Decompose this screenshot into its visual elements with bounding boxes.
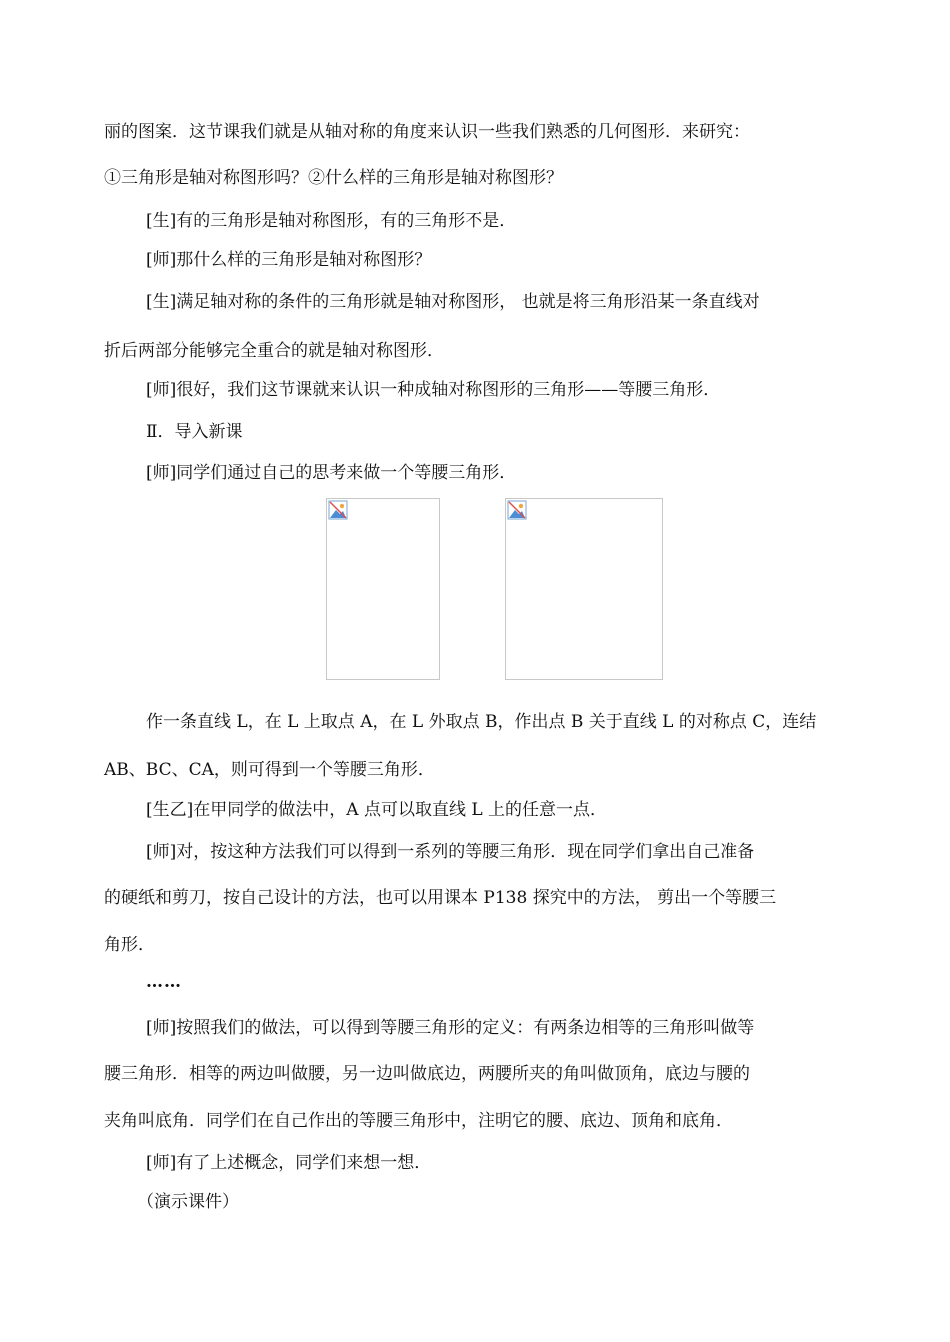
paragraph-line: AB、BC、CA，则可得到一个等腰三角形．	[104, 760, 435, 780]
paragraph-line: 腰三角形．相等的两边叫做腰，另一边叫做底边，两腰所夹的角叫做顶角，底边与腰的	[104, 1064, 750, 1084]
paragraph-line: [师]很好，我们这节课就来认识一种成轴对称图形的三角形——等腰三角形．	[146, 380, 721, 400]
section-heading: Ⅱ．导入新课	[146, 422, 243, 442]
paragraph-line: [生]满足轴对称的条件的三角形就是轴对称图形， 也就是将三角形沿某一条直线对	[146, 292, 760, 312]
image-placeholder	[505, 498, 663, 680]
ellipsis: ……	[146, 972, 182, 992]
paragraph-line: 角形．	[104, 935, 155, 955]
paragraph-line: 的硬纸和剪刀，按自己设计的方法，也可以用课本 P138 探究中的方法， 剪出一个等腰三	[104, 888, 777, 908]
paragraph-line: 作一条直线 L，在 L 上取点 A，在 L 外取点 B，作出点 B 关于直线 L 的对称点 C，连结	[146, 712, 817, 732]
broken-image-icon	[328, 500, 348, 520]
paragraph-line: [师]对，按这种方法我们可以得到一系列的等腰三角形．现在同学们拿出自己准备	[146, 842, 755, 862]
paragraph-line: [生乙]在甲同学的做法中，A 点可以取直线 L 上的任意一点．	[146, 800, 608, 820]
paragraph-line: 丽的图案．这节课我们就是从轴对称的角度来认识一些我们熟悉的几何图形．来研究：	[104, 122, 750, 142]
paragraph-line: [师]那什么样的三角形是轴对称图形？	[146, 250, 432, 270]
paragraph-line: ①三角形是轴对称图形吗？②什么样的三角形是轴对称图形？	[104, 168, 563, 188]
paragraph-line: [师]有了上述概念，同学们来想一想．	[146, 1153, 432, 1173]
paragraph-line: [师]按照我们的做法，可以得到等腰三角形的定义：有两条边相等的三角形叫做等	[146, 1018, 755, 1038]
image-placeholder	[326, 498, 440, 680]
paragraph-line: [生]有的三角形是轴对称图形，有的三角形不是．	[146, 211, 517, 231]
paragraph-line: 夹角叫底角．同学们在自己作出的等腰三角形中，注明它的腰、底边、顶角和底角．	[104, 1111, 733, 1131]
broken-image-icon	[507, 500, 527, 520]
paragraph-line: 折后两部分能够完全重合的就是轴对称图形．	[104, 341, 444, 361]
paragraph-line: [师]同学们通过自己的思考来做一个等腰三角形．	[146, 463, 517, 483]
paragraph-line: （演示课件）	[137, 1192, 239, 1212]
